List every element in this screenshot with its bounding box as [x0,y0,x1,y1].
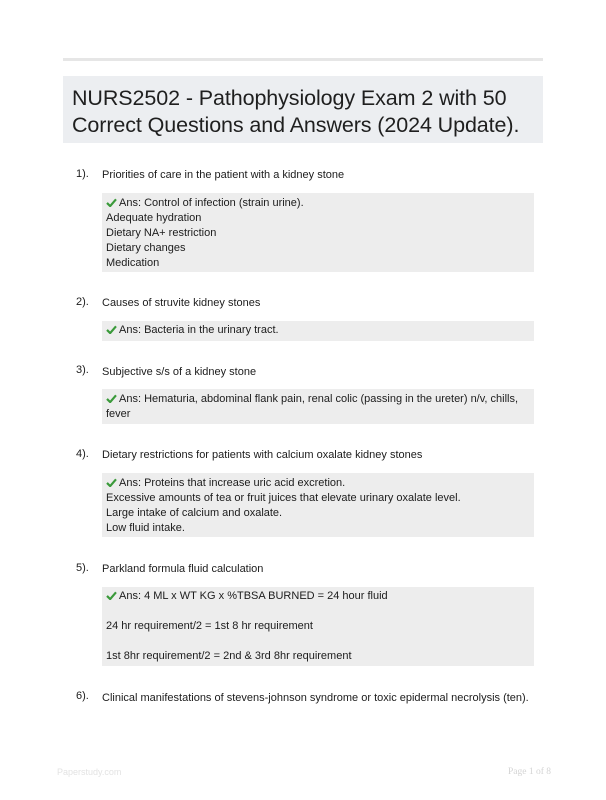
answer-line: Adequate hydration [106,212,202,224]
answer-line: Dietary changes [106,242,186,254]
check-icon [106,591,117,600]
check-icon [106,394,117,403]
answer-line: Ans: 4 ML x WT KG x %TBSA BURNED = 24 hour fluid [106,589,530,604]
question-number: 2). [76,296,89,308]
answer-box [102,473,534,537]
question-text: Causes of struvite kidney stones [102,297,261,309]
page-title [72,85,543,139]
title-line-2: Correct Questions and Answers (2024 Update). [72,113,520,137]
question-number: 5). [76,562,89,574]
question-number: 3). [76,364,89,376]
answer-line: Medication [106,257,160,269]
question-number: 6). [76,690,89,702]
question-text: Parkland formula fluid calculation [102,563,264,575]
answer-box [102,321,534,341]
question-text: Subjective s/s of a kidney stone [102,366,257,378]
page-number: Page 1 of 8 [508,767,552,777]
question-text: Dietary restrictions for patients with calcium oxalate kidney stones [102,449,423,461]
answer-line: 24 hr requirement/2 = 1st 8 hr requirement [106,620,313,632]
answer-line: Low fluid intake. [106,522,185,534]
answer-box [102,389,534,424]
title-line-1: NURS2502 - Pathophysiology Exam 2 with 50 [72,86,507,110]
answer-line: Ans: Bacteria in the urinary tract. [106,323,530,338]
answer-line: Large intake of calcium and oxalate. [106,507,283,519]
title-banner [63,76,543,143]
answer-spacer [106,634,530,649]
answer-line: Excessive amounts of tea or fruit juices that elevate urinary oxalate level. [106,492,461,504]
answer-line: Ans: Control of infection (strain urine). [106,196,530,211]
question-number: 4). [76,448,89,460]
check-icon [106,478,117,487]
answer-spacer [106,604,530,619]
question-text: Clinical manifestations of stevens-johnson syndrome or toxic epidermal necrolysis (ten). [102,692,529,704]
answer-line: 1st 8hr requirement/2 = 2nd & 3rd 8hr requirement [106,650,352,662]
question-number: 1). [76,168,89,180]
answer-line: Ans: Proteins that increase uric acid excretion. [106,476,530,491]
answer-line: Dietary NA+ restriction [106,227,217,239]
question-text: Priorities of care in the patient with a kidney stone [102,169,345,181]
answer-line: Ans: Hematuria, abdominal flank pain, renal colic (passing in the ureter) n/v, chills, fever [106,393,519,420]
answer-box [102,193,534,272]
footer-watermark: Paperstudy.com [57,767,122,777]
answer-box [102,587,534,666]
check-icon [106,325,117,334]
check-icon [106,198,117,207]
top-divider [63,58,543,61]
